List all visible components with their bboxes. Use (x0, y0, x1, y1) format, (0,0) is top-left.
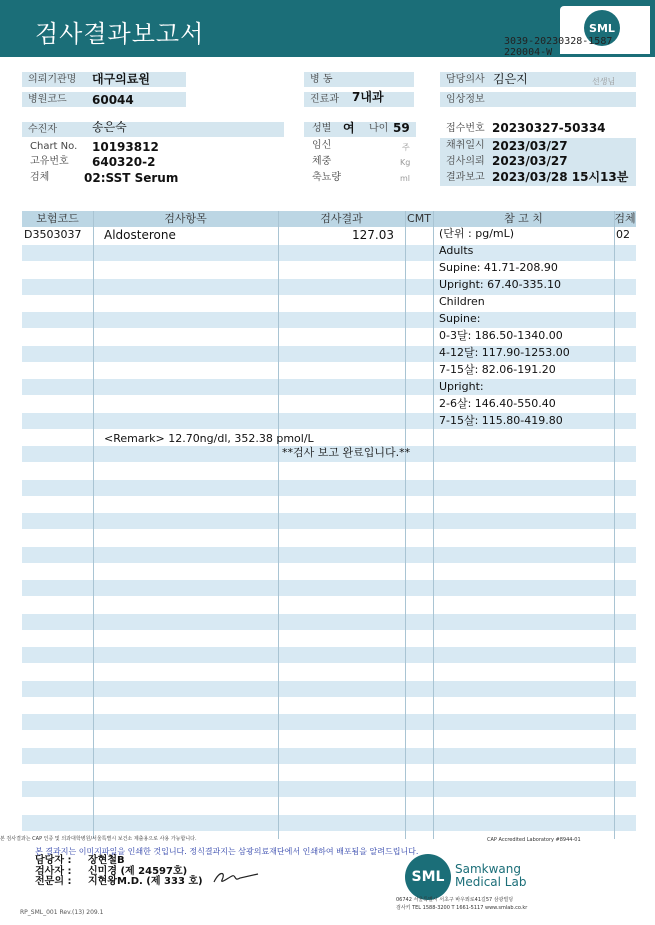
urine-unit: ml (400, 174, 411, 183)
revision-code: RP_SML_001 Rev.(13) 209.1 (20, 909, 104, 916)
report-complete: **검사 보고 완료입니다.** (282, 446, 411, 459)
institution-value: 대구의료원 (92, 72, 150, 86)
receipt-value: 20230327-50334 (492, 121, 606, 135)
lab-name-line2: Medical Lab (455, 875, 527, 889)
id-value: 640320-2 (92, 155, 156, 169)
staff-name: 신미경 (제 24597호) (88, 866, 188, 877)
sml-logo-icon: SML (405, 854, 451, 900)
signature-icon (212, 868, 260, 886)
table-stripe (22, 748, 636, 764)
specimen-value: 02:SST Serum (84, 171, 179, 185)
col-divider (278, 211, 279, 839)
doctor-suffix: 선생님 (592, 77, 616, 86)
request-value: 2023/03/27 (492, 154, 568, 168)
patient-value: 송은숙 (92, 120, 127, 134)
th-reference: 참 고 치 (504, 212, 543, 225)
institution-label: 의뢰기관명 (22, 72, 86, 87)
specimen-code-line1: 3039-20230328-1587 (504, 36, 613, 47)
lab-name (455, 863, 526, 889)
reference-line: Adults (439, 244, 474, 257)
weight-label: 체중 (312, 156, 332, 167)
lab-address-line1: 06742 서울특별시 서초구 바우뫼로41길57 삼광빌딩 (396, 897, 514, 903)
staff-name: 장현철B (88, 855, 125, 866)
report-value: 2023/03/28 15시13분 (492, 170, 629, 184)
staff-role: 전문의 : (35, 876, 72, 887)
lab-name-line1: Samkwang (455, 862, 521, 876)
specimen-code (504, 36, 612, 58)
col-divider (405, 211, 406, 839)
row-item: Aldosterone (104, 228, 176, 242)
report-title: 검사결과보고서 (35, 20, 205, 48)
reference-line: Supine: 41.71-208.90 (439, 261, 558, 274)
remark: <Remark> 12.70ng/dl, 352.38 pmol/L (104, 432, 314, 445)
reference-line: 2-6살: 146.40-550.40 (439, 397, 556, 410)
staff-role: 담당자 : (35, 855, 72, 866)
footer-banner: 본 결과지는 이미지파일을 인쇄한 것입니다. 정식결과지는 삼광의료재단에서 인쇄하여 배포됨을 알려드립니다. (35, 847, 419, 856)
pregnancy-label: 임신 (312, 140, 332, 151)
table-stripe (22, 245, 636, 261)
specimen-code-line2: 220004-W (504, 47, 553, 58)
table-stripe (22, 781, 636, 797)
chart-value: 10193812 (92, 140, 159, 154)
pregnancy-unit: 주 (402, 143, 410, 152)
weight-unit: Kg (400, 158, 411, 167)
th-test-item: 검사항목 (164, 212, 207, 225)
row-result: 127.03 (352, 228, 394, 242)
id-label: 고유번호 (30, 156, 69, 167)
lab-address-line2: 검사키 TEL 1588-3200 T 1661-5117 www.smlab.co.kr (396, 905, 528, 911)
staff-role: 검사자 : (35, 866, 72, 877)
row-code: D3503037 (24, 228, 82, 241)
sml-logo-icon: SML (584, 10, 620, 46)
sex-label: 성별 (312, 123, 332, 134)
lab-address (396, 896, 527, 912)
table-stripe (22, 312, 636, 328)
col-divider (614, 211, 615, 839)
table-stripe (22, 379, 636, 395)
reference-line: Upright: (439, 380, 484, 393)
receipt-label: 접수번호 (446, 123, 485, 134)
hospital-code-label: 병원코드 (22, 92, 86, 107)
ward-label: 병 동 (304, 72, 414, 87)
urine-label: 축뇨량 (312, 172, 341, 183)
table-stripe (22, 647, 636, 663)
doctor-label: 담당의사 (440, 72, 636, 87)
table-stripe (22, 580, 636, 596)
reference-line: 7-15살: 115.80-419.80 (439, 414, 563, 427)
age-label: 나이 (369, 123, 389, 134)
age-value: 59 (393, 121, 410, 135)
table-stripe (22, 480, 636, 496)
table-stripe (22, 681, 636, 697)
dept-value: 7내과 (352, 90, 384, 104)
table-stripe (22, 513, 636, 529)
reference-line: (단위 : pg/mL) (439, 227, 515, 240)
reference-line: Supine: (439, 312, 481, 325)
hospital-code-value: 60044 (92, 93, 134, 107)
doctor-value: 김은지 (493, 72, 528, 86)
patient-label: 수진자 (22, 122, 284, 137)
cap-note: CAP Accredited Laboratory #8944-01 (487, 837, 581, 843)
table-stripe (22, 714, 636, 730)
th-result: 검사결과 (320, 212, 363, 225)
table-stripe (22, 547, 636, 563)
collect-label: 채취일시 (446, 140, 485, 151)
sex-value: 여 (343, 121, 355, 135)
th-specimen: 검체 (614, 212, 636, 225)
footer-note: 본 검사결과는 CAP 인증 및 의과대학병원/서울특별시 보건소 제출용으로 사용 가능합니다. (0, 836, 197, 842)
th-cmt: CMT (407, 212, 431, 225)
table-stripe (22, 614, 636, 630)
dept-label: 진료과 (304, 92, 414, 107)
reference-line: 4-12달: 117.90-1253.00 (439, 346, 570, 359)
reference-line: Children (439, 295, 485, 308)
request-label: 검사의뢰 (446, 156, 485, 167)
specimen-label: 검체 (30, 172, 50, 183)
staff-name: 지현왕M.D. (제 333 호) (88, 876, 203, 887)
col-divider (93, 211, 94, 839)
collect-value: 2023/03/27 (492, 139, 568, 153)
th-insurance-code: 보험코드 (36, 212, 79, 225)
chart-label: Chart No. (30, 141, 78, 152)
report-label: 결과보고 (446, 172, 485, 183)
table-stripe (22, 815, 636, 831)
clinical-label: 임상정보 (440, 92, 636, 107)
reference-line: Upright: 67.40-335.10 (439, 278, 562, 291)
reference-line: 7-15살: 82.06-191.20 (439, 363, 556, 376)
reference-line: 0-3달: 186.50-1340.00 (439, 329, 563, 342)
row-specimen: 02 (616, 228, 630, 241)
col-divider (433, 211, 434, 839)
